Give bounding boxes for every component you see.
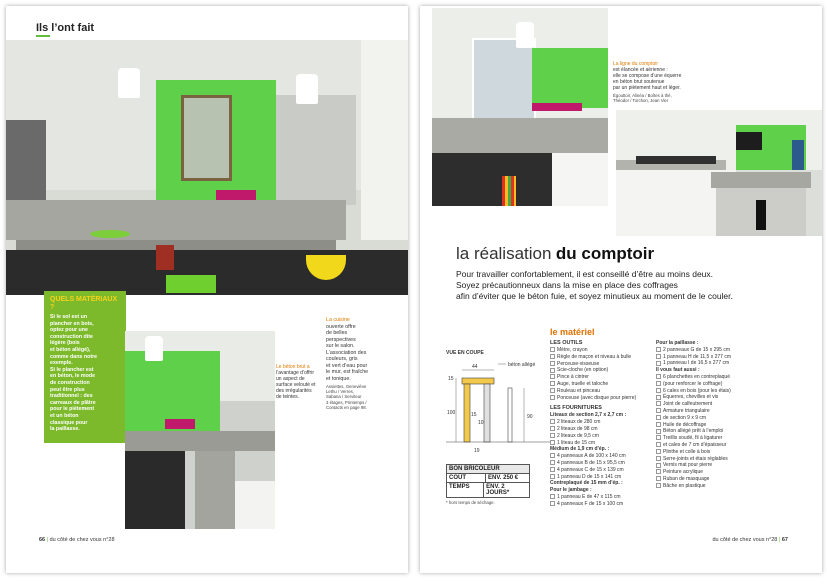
intro-line: afin d’éviter que le béton fuie, et soyez minutieux au moment de le couler.: [456, 291, 733, 301]
dim-height: 100: [447, 410, 456, 416]
quote-line: carreaux de plâtre: [50, 399, 96, 406]
diagram-label: béton allégé: [508, 362, 536, 368]
caption-line: de teintes.: [276, 394, 300, 400]
caption-line: de belles: [326, 330, 348, 336]
quote-line: Si le sol est un: [50, 314, 88, 320]
left-folio: 66 | du côté de chez vous n°28: [39, 537, 115, 543]
credit-line: Théodor / Torchon, Jean Vier: [613, 98, 669, 103]
fourniture-item: 2 liteaux de 9,5 cm: [550, 433, 655, 440]
checkbox-icon: [656, 422, 661, 427]
checkbox-icon: [656, 476, 661, 481]
dim-width: 44: [472, 364, 478, 370]
fourniture-item: 4 panneaux B de 15 x 95,5 cm: [550, 460, 655, 467]
checkbox-icon: [550, 368, 555, 373]
info-box: [446, 464, 530, 505]
quote-line: la paillasse.: [50, 426, 80, 433]
fourniture-item: et cales de 7 cm d’épaisseur: [656, 442, 776, 449]
checkbox-icon: [550, 494, 555, 499]
quote-line: et béton allégé),: [50, 346, 91, 353]
checkbox-icon: [550, 395, 555, 400]
quote-heading: QUELS MATÉRIAUX ?: [50, 296, 118, 311]
materiel-title: le matériel: [550, 327, 595, 337]
fourniture-item: 6 planchettes en contreplaqué: [656, 374, 776, 381]
quote-line: optez pour une: [50, 327, 88, 334]
checkbox-icon: [550, 460, 555, 465]
caption-line: et tonique.: [326, 375, 351, 382]
quote-line: en béton, le mode: [50, 373, 96, 380]
wall: [508, 388, 512, 442]
quote-line: Si le plancher est: [50, 366, 94, 373]
fourniture-item: Médium de 1,9 cm d’ép. :: [550, 446, 610, 453]
dim-leg: 15: [471, 412, 477, 418]
fourniture-item: Ruban de masquage: [656, 476, 776, 483]
diagram-title: VUE EN COUPE: [446, 350, 484, 356]
main-kitchen-photo: [6, 40, 408, 295]
checkbox-icon: [656, 469, 661, 474]
fourniture-item: Armature triangulaire: [656, 408, 776, 415]
fourniture-item: Treillis soudé, fil à ligaturer: [656, 435, 776, 442]
info-value: ENV. 250 €: [488, 475, 519, 481]
info-value: ENV. 2 JOURS*: [486, 484, 510, 496]
checkbox-icon: [550, 361, 555, 366]
fourniture-item: Équerres, chevilles et vis: [656, 394, 776, 401]
materials-quote-box: [44, 291, 126, 443]
checkbox-icon: [550, 374, 555, 379]
outils-title: LES OUTILS: [550, 340, 583, 346]
caption-line: par un piètement haut et léger.: [613, 85, 681, 91]
right-folio: du côté de chez vous n°28 | 67: [712, 537, 788, 543]
checkbox-icon: [656, 456, 661, 461]
main-heading: [456, 244, 654, 264]
fourniture-item: 1 liteau de 15 cm: [550, 440, 655, 447]
checkbox-icon: [656, 483, 661, 488]
checkbox-icon: [550, 453, 555, 458]
fourniture-item: Joint de calfeutrement: [656, 401, 776, 408]
column-outils: [550, 340, 655, 508]
section-header: [36, 22, 94, 34]
checkbox-icon: [656, 401, 661, 406]
checkbox-icon: [656, 361, 661, 366]
caption-line: couleurs, gris: [326, 356, 358, 362]
quote-line: exemple.: [50, 360, 73, 367]
diagram-svg: [446, 358, 550, 458]
checkbox-icon: [656, 449, 661, 454]
cross-section-diagram: [446, 350, 550, 460]
fourniture-item: Contreplaqué de 15 mm d’ép. :: [550, 480, 623, 487]
quote-line: peut être plus: [50, 386, 85, 393]
column-paillasse: [656, 340, 776, 490]
checkbox-icon: [656, 347, 661, 352]
counter-closeup-photo: [432, 8, 608, 206]
quote-line: comme dans notre: [50, 353, 98, 360]
checkbox-icon: [656, 408, 661, 413]
info-label: TEMPS: [447, 483, 484, 497]
fourniture-item: Béton allégé prêt à l’emploi: [656, 428, 776, 435]
info-label: COÛT: [447, 474, 486, 482]
header-accent-bar: [36, 35, 50, 37]
checkbox-icon: [550, 501, 555, 506]
caption-line: La cuisine: [326, 317, 350, 323]
caption-line: le mur, est fraîche: [326, 369, 369, 375]
checkbox-icon: [550, 381, 555, 386]
checkbox-icon: [550, 440, 555, 445]
outil-item: Ponceuse (avec disque pour pierre): [550, 395, 655, 402]
fourniture-item: 6 cales en bois (pour les étais): [656, 388, 776, 395]
credit-line: Lethu / Verres,: [326, 389, 354, 395]
fourniture-item: (pour renforcer le coffrage): [656, 381, 776, 388]
caption-line: l’avantage d’offrir: [276, 370, 314, 376]
fourniture-item: 1 panneau H de 11,5 x 277 cm: [656, 354, 776, 361]
fourniture-item: Bâche en plastique: [656, 483, 776, 490]
caption-line: en béton brut soutenue: [613, 79, 665, 85]
info-footnote: * hors temps de séchage.: [446, 500, 495, 505]
fourniture-item: 4 panneaux F de 15 x 100 cm: [550, 501, 655, 508]
caption-line: elle se compose d’une équerre: [613, 73, 682, 79]
intro-line: Soyez précautionneux dans la mise en place des coffrages: [456, 280, 678, 290]
caption-ligne-comptoir: [613, 61, 713, 103]
dim-base: 19: [474, 448, 480, 454]
outil-item: Perceuse-visseuse: [550, 361, 655, 368]
caption-line: sur le salon.: [326, 343, 355, 349]
checkbox-icon: [656, 429, 661, 434]
caption-cuisine-ouverte: [326, 317, 398, 410]
checkbox-icon: [656, 354, 661, 359]
caption-line: perspectives: [326, 336, 356, 343]
dim-slab: 15: [448, 376, 454, 382]
checkbox-icon: [656, 415, 661, 420]
fourniture-item: 4 panneaux A de 100 x 140 cm: [550, 453, 655, 460]
caption-line: La ligne du comptoir: [613, 61, 659, 67]
fourniture-item: 4 panneaux C de 15 x 139 cm: [550, 467, 655, 474]
checkbox-icon: [550, 419, 555, 424]
caption-line: surface velouté et: [276, 382, 316, 388]
kitchen-wide-photo: [616, 110, 822, 236]
checkbox-icon: [550, 467, 555, 472]
fourniture-item: Huile de décoffrage: [656, 422, 776, 429]
left-issue: n°28: [103, 537, 115, 543]
caption-line: L’association des: [326, 349, 367, 356]
quote-line: construction dite: [50, 333, 93, 340]
checkbox-icon: [656, 435, 661, 440]
info-box-title: BON BRICOLEUR: [446, 464, 530, 474]
outil-item: Règle de maçon et niveau à bulle: [550, 354, 655, 361]
checkbox-icon: [656, 374, 661, 379]
outil-item: Scie-cloche (en option): [550, 367, 655, 374]
heading-light: la réalisation: [456, 244, 552, 263]
leg-right: [484, 384, 490, 442]
fourniture-item: Serre-joints et étais réglables: [656, 456, 776, 463]
caption-line: est élancée et aérienne :: [613, 67, 668, 73]
left-page: [6, 6, 408, 573]
left-magazine-name: du côté de chez vous: [49, 537, 102, 543]
caption-line: un aspect de: [276, 376, 305, 382]
fourniture-item: 1 panneau I de 16,5 x 277 cm: [656, 360, 776, 367]
credit-line: Égouttoir, Alinéa / Boîtes à thé,: [613, 93, 672, 98]
dim-wall: 90: [527, 414, 533, 420]
checkbox-icon: [550, 388, 555, 393]
fourniture-item: 2 panneaux G de 15 x 295 cm: [656, 347, 776, 354]
quote-body: [44, 312, 126, 433]
outil-item: Mètre, crayon: [550, 347, 655, 354]
quote-line: légère (bois: [50, 340, 80, 347]
fourniture-item: Il vous faut aussi :: [656, 367, 700, 374]
credit-line: Contacts en page 98.: [326, 404, 367, 410]
right-issue: n°28: [765, 537, 778, 543]
checkbox-icon: [550, 354, 555, 359]
checkbox-icon: [656, 388, 661, 393]
intro-line: Pour travailler confortablement, il est conseillé d’être au moins deux.: [456, 269, 714, 279]
checkbox-icon: [550, 474, 555, 479]
caption-line: ouverte offre: [326, 323, 356, 330]
info-row: [446, 474, 530, 483]
quote-line: et un béton: [50, 412, 79, 419]
fourniture-item: Plinthe et colle à bois: [656, 449, 776, 456]
fourniture-item: Peinture acrylique: [656, 469, 776, 476]
caption-line: des irrégularités: [276, 388, 312, 394]
quote-line: classique pour: [50, 419, 88, 426]
right-magazine-name: du côté de chez vous: [712, 537, 765, 543]
quote-line: plancher en bois,: [50, 320, 94, 327]
fourniture-item: de section 9 x 9 cm: [656, 415, 776, 422]
quote-line: pour le piètement: [50, 406, 95, 413]
checkbox-icon: [656, 395, 661, 400]
checkbox-icon: [656, 381, 661, 386]
outil-item: Rouleau et pinceau: [550, 388, 655, 395]
outil-item: Auge, truelle et taloche: [550, 381, 655, 388]
fourniture-item: Vernis mat pour pierre: [656, 462, 776, 469]
caption-line: Le béton brut a: [276, 364, 310, 370]
checkbox-icon: [550, 347, 555, 352]
checkbox-icon: [656, 442, 661, 447]
fourniture-item: Pour le jambage :: [550, 487, 592, 494]
fourniture-item: Pour la paillasse :: [656, 340, 699, 346]
checkbox-icon: [550, 426, 555, 431]
quote-line: de construction: [50, 379, 90, 386]
checkbox-icon: [550, 433, 555, 438]
quote-line: traditionnel : des: [50, 393, 93, 400]
fourniture-item: 1 panneau E de 47 x 115 cm: [550, 494, 655, 501]
fournitures-title: LES FOURNITURES: [550, 405, 602, 412]
credit-line: Assiettes, Geneviève: [326, 384, 367, 389]
section-title: Ils l’ont fait: [36, 22, 95, 34]
counter-photo: [125, 331, 275, 529]
fourniture-item: Liteaux de section 2,7 x 2,7 cm :: [550, 412, 627, 419]
right-page: [420, 6, 822, 573]
credit-line: 3 étages, Printemps /: [326, 399, 367, 405]
slab: [462, 378, 494, 384]
info-row: [446, 483, 530, 498]
fourniture-item: 2 liteaux de 280 cm: [550, 419, 655, 426]
checkbox-icon: [656, 463, 661, 468]
right-page-number: 67: [781, 537, 788, 543]
outil-item: Pince à cintrer: [550, 374, 655, 381]
intro-text: [456, 269, 816, 302]
fourniture-item: 2 liteaux de 98 cm: [550, 426, 655, 433]
leg-left: [464, 384, 470, 442]
heading-bold: du comptoir: [555, 244, 655, 263]
fourniture-item: 1 panneau D de 15 x 141 cm: [550, 474, 655, 481]
dim-gap: 10: [478, 420, 484, 426]
caption-line: et vert d’eau pour: [326, 362, 368, 369]
left-page-number: 66: [39, 537, 46, 543]
credit-line: Sabana / Serviteur: [326, 394, 362, 400]
